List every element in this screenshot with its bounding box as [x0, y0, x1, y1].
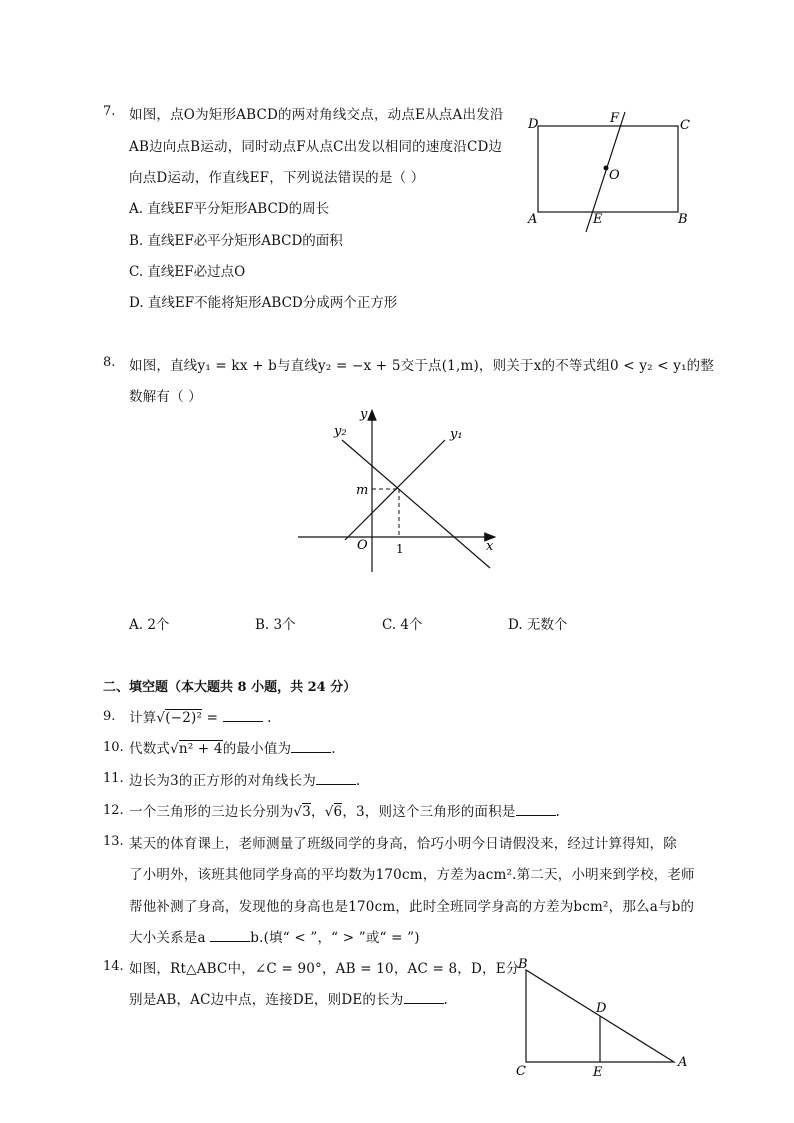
q14-triangle-figure [510, 952, 700, 1084]
q13-line4-suffix: b.(填“ < ”，“ > ”或“ = ”) [250, 930, 420, 946]
q8-text-line-1: 如图，直线y₁ = kx + b与直线y₂ = −x + 5交于点(1,m)，则关于x的不等式组0 < y₂ < y₁的整 [129, 358, 715, 374]
q11-answer-blank[interactable] [316, 772, 356, 785]
q9-end: . [262, 710, 272, 726]
q13-number: 13. [103, 834, 124, 849]
q11-end: . [355, 773, 361, 789]
q7-option-c: C. 直线EF必过点O [129, 264, 246, 280]
q7-option-d: D. 直线EF不能将矩形ABCD分成两个正方形 [129, 295, 398, 311]
label-a: A [678, 1055, 688, 1070]
q14-text-line-1: 如图，Rt△ABC中，∠C = 90°，AB = 10，AC = 8，D，E分 [129, 961, 520, 977]
q7-text-line-3: 向点D运动，作直线EF，下列说法错误的是（ ） [129, 170, 425, 186]
q12-radicand-1: 3 [302, 804, 312, 820]
q10-prefix: 代数式 [129, 741, 171, 757]
label-origin: O [357, 538, 368, 553]
q10-suffix: 的最小值为 [222, 741, 292, 757]
q12-separator: ， [311, 804, 325, 820]
q8-option-d: D. 无数个 [508, 617, 568, 633]
q8-option-b: B. 3个 [255, 617, 296, 633]
q9-radicand: (−2)² [165, 710, 203, 726]
q13-text-line-2: 了小明外，该班其他同学身高的平均数为170cm，方差为acm².第二天，小明来到学校，老师 [129, 867, 695, 883]
q14-line2-body: 别是AB，AC边中点，连接DE，则DE的长为 [129, 992, 404, 1008]
q8-option-a: A. 2个 [129, 617, 170, 633]
point-o [604, 166, 609, 171]
q14-end: . [443, 992, 449, 1008]
label-x-axis: x [486, 539, 494, 554]
label-c: C [516, 1064, 526, 1079]
label-d: D [596, 1001, 607, 1016]
label-y2: y₂ [334, 424, 347, 439]
q8-graph-figure [290, 400, 510, 580]
label-o: O [609, 168, 620, 183]
q7-number: 7. [103, 104, 116, 119]
q7-option-a: A. 直线EF平分矩形ABCD的周长 [129, 201, 330, 217]
q9-number: 9. [103, 709, 116, 724]
q8-option-c: C. 4个 [382, 617, 423, 633]
label-d: D [528, 117, 539, 132]
q9-prefix: 计算 [129, 710, 157, 726]
label-y1: y₁ [450, 427, 463, 442]
label-e: E [593, 1065, 603, 1080]
section-heading: 二、填空题（本大题共 8 小题，共 24 分） [103, 680, 357, 695]
q14-answer-blank[interactable] [404, 991, 444, 1004]
q7-text-line-1: 如图，点O为矩形ABCD的两对角线交点，动点E从点A出发沿 [129, 107, 504, 123]
q10-text [129, 737, 336, 757]
q7-text-line-2: AB边向点B运动，同时动点F从点C出发以相同的速度沿CD边 [129, 139, 503, 155]
label-e: E [593, 212, 603, 227]
q13-answer-blank[interactable] [210, 929, 250, 942]
q12-suffix: ，3，则这个三角形的面积是 [342, 804, 516, 820]
label-c: C [680, 118, 690, 133]
q7-option-b: B. 直线EF必平分矩形ABCD的面积 [129, 233, 343, 249]
q14-number: 14. [103, 959, 124, 974]
sqrt-symbol: √ [293, 804, 303, 820]
q8-text-line-2: 数解有（ ） [129, 389, 202, 405]
label-f: F [610, 111, 620, 126]
sqrt-symbol: √ [156, 710, 166, 726]
q10-answer-blank[interactable] [291, 740, 331, 753]
q11-text [129, 769, 360, 789]
label-y-axis: y [360, 407, 368, 422]
q8-number: 8. [103, 355, 116, 370]
label-b: B [518, 957, 528, 972]
q9-answer-blank[interactable] [223, 709, 263, 722]
q13-text-line-4 [129, 926, 420, 946]
q12-end: . [555, 804, 561, 820]
q12-text [129, 800, 560, 820]
q10-radicand: n² + 4 [178, 741, 223, 757]
q9-equals: = [202, 710, 223, 726]
label-b: B [678, 212, 688, 227]
label-m: m [356, 483, 369, 498]
q11-body: 边长为3的正方形的对角线长为 [129, 773, 316, 789]
label-a: A [528, 212, 538, 227]
q13-text-line-3: 帮他补测了身高，发现他的身高也是170cm，此时全班同学身高的方差为bcm²，那么a与b的 [129, 899, 695, 915]
q13-text-line-1: 某天的体育课上，老师测量了班级同学的身高，恰巧小明今日请假没来，经过计算得知，除 [129, 836, 677, 852]
label-one: 1 [396, 542, 404, 556]
q9-text [129, 706, 272, 726]
q12-answer-blank[interactable] [516, 803, 556, 816]
q7-rectangle-figure [520, 104, 700, 240]
q14-text-line-2 [129, 988, 448, 1008]
q12-prefix: 一个三角形的三边长分别为 [129, 804, 294, 820]
sqrt-symbol: √ [170, 741, 179, 757]
q10-number: 10. [103, 740, 124, 755]
q12-number: 12. [103, 803, 124, 818]
q10-end: . [331, 741, 336, 757]
sqrt-symbol: √ [324, 804, 334, 820]
q13-line4-prefix: 大小关系是a [129, 930, 211, 946]
q12-radicand-2: 6 [333, 804, 343, 820]
q11-number: 11. [103, 771, 124, 786]
